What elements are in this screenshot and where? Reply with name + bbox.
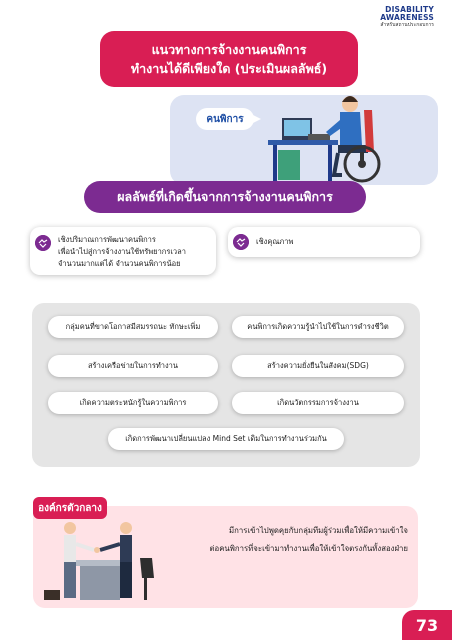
title-line-1: แนวทางการจ้างงานคนพิการ [151,42,307,57]
title-line-2: ทำงานได้ดีเพียงใด (ประเมินผลลัพธ์) [130,61,328,76]
brand-line-2: AWARENESS [380,13,434,22]
intermediary-description [168,522,408,558]
impact-item: เกิดการพัฒนาเปลี่ยนแปลง Mind Set เดิมในการทำงานร่วมกัน [108,428,344,450]
impact-item: เกิดนวัตกรรมการจ้างงาน [232,392,404,414]
impact-item: เกิดความตระหนักรู้ในความพิการ [48,392,218,414]
qualitative-card [228,227,420,257]
brand-line-3: สำหรับสถานประกอบการ [380,22,434,28]
brand-logo [380,6,434,29]
page-number: 73 [402,610,452,640]
quantitative-line-2: เพื่อนำไปสู่การจ้างงานใช้ทรัพยากรเวลา [58,247,186,256]
disabled-person-label: คนพิการ [196,108,254,130]
quantitative-line-3: จำนวนมากแต่ได้ จำนวนคนพิการน้อย [58,259,181,268]
intermediary-line-1: มีการเข้าไปพูดคุยกับกลุ่มทีมผู้ร่วมเพื่อให้มีความเข้าใจ [229,526,408,535]
intermediary-line-2: ต่อคนพิการที่จะเข้ามาทำงานเพื่อให้เข้าใจตรงกันทั้งสองฝ่าย [209,544,408,553]
quantitative-line-1: เชิงปริมาณการพัฒนาคนพิการ [58,235,156,244]
brand-line-1: DISABILITY [385,5,434,14]
wheelchair-worker-illustration [268,90,388,185]
handshake-meeting-illustration [40,518,160,604]
page-title [100,31,358,87]
impact-item: กลุ่มคนที่ขาดโอกาสมีสมรรถนะ ทักษะเพิ่ม [48,316,218,338]
results-heading: ผลลัพธ์ที่เกิดขึ้นจากการจ้างงานคนพิการ [84,181,366,213]
handshake-badge-icon [233,234,249,250]
impact-item: สร้างเครือข่ายในการทำงาน [48,355,218,377]
handshake-badge-icon [35,235,51,251]
quantitative-card [30,227,216,275]
impact-item: คนพิการเกิดความรู้นำไปใช้ในการดำรงชีวิต [232,316,404,338]
qualitative-label: เชิงคุณภาพ [256,237,294,246]
impact-item: สร้างความยั่งยืนในสังคม(SDG) [232,355,404,377]
intermediary-label: องค์กรตัวกลาง [33,497,107,519]
